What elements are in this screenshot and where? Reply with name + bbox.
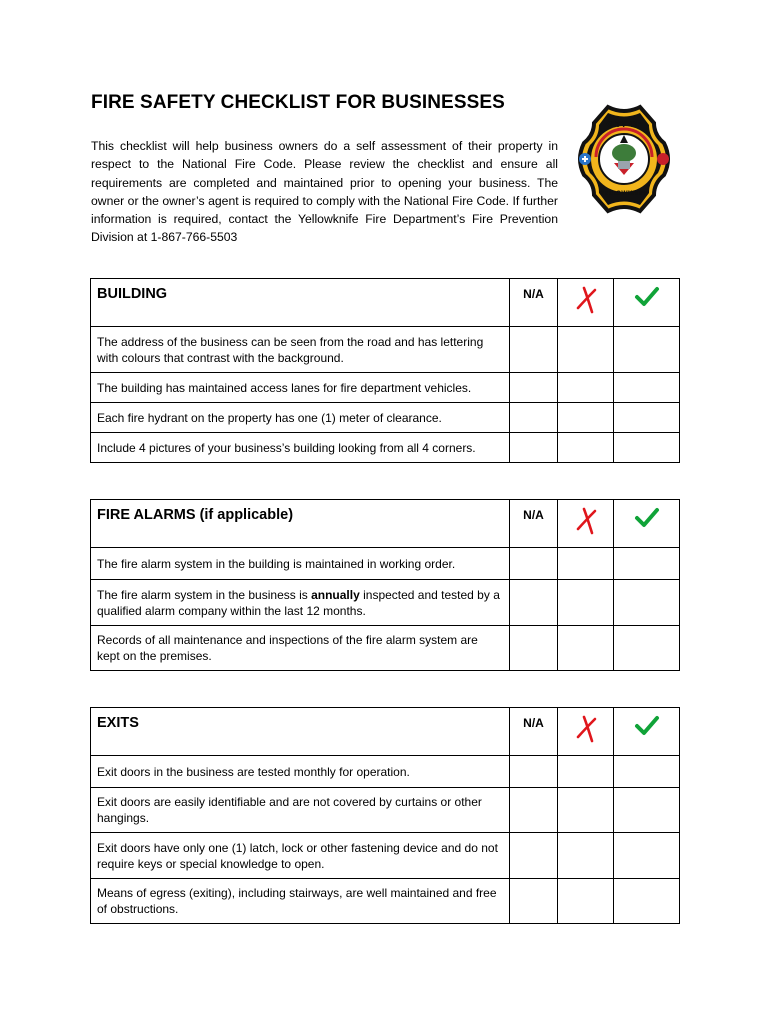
yes-checkbox-cell[interactable] xyxy=(614,373,680,403)
na-checkbox-cell[interactable] xyxy=(510,626,558,671)
na-checkbox-cell[interactable] xyxy=(510,756,558,788)
checklist-item-text: Exit doors in the business are tested monthly for operation. xyxy=(91,756,510,788)
yes-checkbox-cell[interactable] xyxy=(614,788,680,833)
checklist-item-text: The address of the business can be seen from the road and has lettering with colours that contrast with the background. xyxy=(91,327,510,373)
section-fire-alarms-table xyxy=(90,499,680,671)
checklist-item-text: Each fire hydrant on the property has one (1) meter of clearance. xyxy=(91,403,510,433)
checkmark-icon xyxy=(614,279,680,327)
na-column-header: N/A xyxy=(510,279,558,327)
table-row xyxy=(91,403,680,433)
section-exits-table xyxy=(90,707,680,924)
na-checkbox-cell[interactable] xyxy=(510,433,558,463)
item-text-part: The fire alarm system in the business is xyxy=(97,587,312,602)
checklist-item-text xyxy=(91,580,510,626)
section-header-row xyxy=(91,708,680,756)
section-heading-fire-alarms: FIRE ALARMS (if applicable) xyxy=(91,500,510,548)
table-row xyxy=(91,879,680,924)
na-checkbox-cell[interactable] xyxy=(510,373,558,403)
no-checkbox-cell[interactable] xyxy=(558,580,614,626)
checklist-item-text: Exit doors have only one (1) latch, lock or other fastening device and do not require keys or special knowledge to open. xyxy=(91,833,510,879)
table-row xyxy=(91,327,680,373)
item-text-emphasis: annually xyxy=(311,587,360,602)
x-mark-icon xyxy=(558,500,614,548)
fire-department-logo xyxy=(568,103,680,215)
na-column-header: N/A xyxy=(510,708,558,756)
no-checkbox-cell[interactable] xyxy=(558,373,614,403)
page-title: FIRE SAFETY CHECKLIST FOR BUSINESSES xyxy=(91,92,505,113)
checkmark-icon xyxy=(614,708,680,756)
section-building-table xyxy=(90,278,680,463)
checklist-item-text: Exit doors are easily identifiable and are not covered by curtains or other hangings. xyxy=(91,788,510,833)
no-checkbox-cell[interactable] xyxy=(558,833,614,879)
na-checkbox-cell[interactable] xyxy=(510,788,558,833)
logo-top-text: CITY OF xyxy=(606,120,642,129)
no-checkbox-cell[interactable] xyxy=(558,433,614,463)
yes-checkbox-cell[interactable] xyxy=(614,756,680,788)
na-checkbox-cell[interactable] xyxy=(510,580,558,626)
no-checkbox-cell[interactable] xyxy=(558,548,614,580)
yes-checkbox-cell[interactable] xyxy=(614,327,680,373)
table-row xyxy=(91,548,680,580)
no-checkbox-cell[interactable] xyxy=(558,756,614,788)
yes-checkbox-cell[interactable] xyxy=(614,879,680,924)
na-checkbox-cell[interactable] xyxy=(510,833,558,879)
section-heading-exits: EXITS xyxy=(91,708,510,756)
x-mark-icon xyxy=(558,279,614,327)
na-checkbox-cell[interactable] xyxy=(510,548,558,580)
no-checkbox-cell[interactable] xyxy=(558,626,614,671)
na-checkbox-cell[interactable] xyxy=(510,403,558,433)
checkmark-icon xyxy=(614,500,680,548)
yes-checkbox-cell[interactable] xyxy=(614,580,680,626)
x-mark-icon xyxy=(558,708,614,756)
checklist-item-text: The building has maintained access lanes for fire department vehicles. xyxy=(91,373,510,403)
table-row xyxy=(91,580,680,626)
yes-checkbox-cell[interactable] xyxy=(614,626,680,671)
table-row xyxy=(91,373,680,403)
na-checkbox-cell[interactable] xyxy=(510,327,558,373)
yes-checkbox-cell[interactable] xyxy=(614,403,680,433)
table-row xyxy=(91,626,680,671)
no-checkbox-cell[interactable] xyxy=(558,788,614,833)
checklist-item-text: Records of all maintenance and inspections of the fire alarm system are kept on the premises. xyxy=(91,626,510,671)
section-header-row xyxy=(91,279,680,327)
checklist-item-text: Means of egress (exiting), including stairways, are well maintained and free of obstructions. xyxy=(91,879,510,924)
yes-checkbox-cell[interactable] xyxy=(614,548,680,580)
no-checkbox-cell[interactable] xyxy=(558,403,614,433)
no-checkbox-cell[interactable] xyxy=(558,327,614,373)
yes-checkbox-cell[interactable] xyxy=(614,833,680,879)
section-heading-building: BUILDING xyxy=(91,279,510,327)
na-column-header: N/A xyxy=(510,500,558,548)
yes-checkbox-cell[interactable] xyxy=(614,433,680,463)
table-row xyxy=(91,833,680,879)
item-text-part: inspected and tested by a qualified alarm company within the last 12 months. xyxy=(97,587,500,618)
checklist-item-text: Include 4 pictures of your business’s building looking from all 4 corners. xyxy=(91,433,510,463)
na-checkbox-cell[interactable] xyxy=(510,879,558,924)
checklist-item-text: The fire alarm system in the building is maintained in working order. xyxy=(91,548,510,580)
section-header-row xyxy=(91,500,680,548)
table-row xyxy=(91,788,680,833)
table-row xyxy=(91,756,680,788)
logo-bottom-text: YELLOWKNIFE xyxy=(600,190,648,197)
intro-paragraph: This checklist will help business owners do a self assessment of their property in respect to the National Fire Code. Please review the checklist and ensure all requirements are completed and maintained prior to opening your business. The owner or the owner’s agent is required to comply with the National Fire Code. If further information is required, contact the Yellowknife Fire Department’s Fire Prevention Division at 1-867-766-5503 xyxy=(91,139,558,245)
no-checkbox-cell[interactable] xyxy=(558,879,614,924)
table-row xyxy=(91,433,680,463)
